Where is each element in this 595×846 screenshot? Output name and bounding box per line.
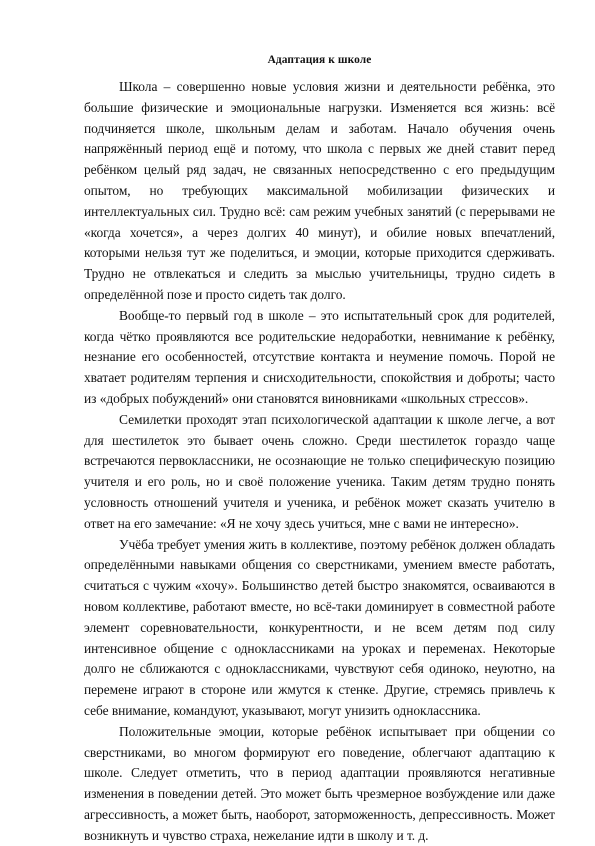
- document-title: Адаптация к школе: [267, 54, 372, 66]
- paragraph-positive-emotions: Положительные эмоции, которые ребёнок испытывает при общении со сверстниками, во многом формируют его поведение, облегчают адаптацию к школе. Следует отметить, что в период адаптации проявляются негативные изменения в поведении детей. Это может быть чрезмерное возбуждение или даже агрессивность, а может быть, наоборот, заторможенность, депрессивность. Может возникнуть и чувство страха, нежелание идти в школу и т. д.: [84, 723, 555, 843]
- paragraph-school-new-conditions: Школа – совершенно новые условия жизни и деятельности ребёнка, это большие физические и эмоциональные нагрузки. Изменяется вся жизнь: всё подчиняется школе, школьным делам и заботам. Начало обучения очень напряжённый период ещё и потому, что школа с первых же дней ставит перед ребёнком целый ряд задач, не связанных непосредственно с его предыдущим опытом, но требующих максимальной мобилизации физических и интеллектуальных сил. Трудно всё: сам режим учебных занятий (с перерывами не «когда хочется», а через долгих 40 минут), и обилие новых впечатлений, которыми нельзя тут же поделиться, и эмоции, которые приходится сдерживать. Трудно не отвлекаться и следить за мыслью учительницы, трудно сидеть в определённой позе и просто сидеть так долго.: [84, 79, 555, 302]
- paragraph-collective-life: Учёба требует умения жить в коллективе, поэтому ребёнок должен обладать определёнными навыками общения со сверстниками, умением вместе работать, считаться с чужим «хочу». Большинство детей быстро знакомятся, осваиваются в новом коллективе, работают вместе, но всё-таки доминирует в совместной работе элемент соревновательности, конкурентности, и не всем детям под силу интенсивное общение с одноклассниками на уроках и переменах. Некоторые долго не сближаются с одноклассниками, чувствуют себя одиноко, неуютно, на перемене играют в стороне или жмутся к стенке. Другие, стремясь привлечь к себе внимание, командуют, указывают, могут унизить одноклассника.: [84, 536, 555, 718]
- paragraph-six-year-olds: Семилетки проходят этап психологической адаптации к школе легче, а вот для шестилеток это бывает очень сложно. Среди шестилеток гораздо чаще встречаются первоклассники, не осознающие не только специфическую позицию учителя и его роль, но и своё положение ученика. Таким детям трудно понять условность отношений учителя и ученика, и ребёнок может сказать учителю в ответ на его замечание: «Я не хочу здесь учиться, мне с вами не интересно».: [84, 411, 555, 531]
- paragraph-first-year-parents: Вообще-то первый год в школе – это испытательный срок для родителей, когда чётко проявляются все родительские недоработки, невнимание к ребёнку, незнание его особенностей, отсутствие контакта и неумение помочь. Порой не хватает родителям терпения и снисходительности, спокойствия и доброты; часто из «добрых побуждений» они становятся виновниками «школьных стрессов».: [84, 307, 555, 406]
- document-content: [84, 53, 555, 846]
